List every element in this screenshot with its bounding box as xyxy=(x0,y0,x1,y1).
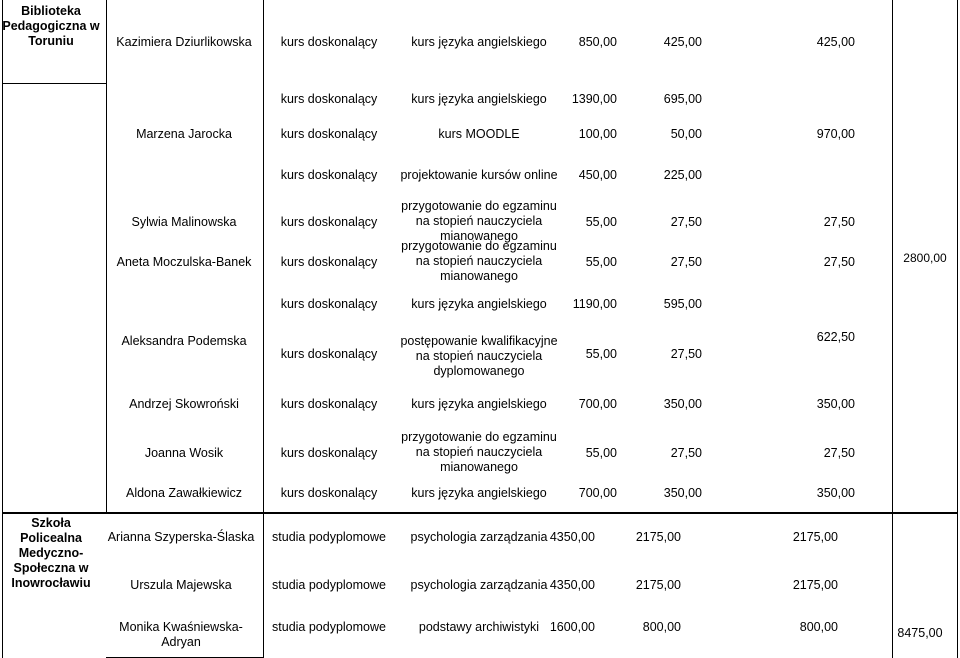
training-form: studia podyplomowe xyxy=(272,530,386,544)
training-form: kurs doskonalący xyxy=(280,92,378,106)
refund-value: 350,00 xyxy=(663,486,702,500)
refund-value: 27,50 xyxy=(670,215,702,229)
person-total: 350,00 xyxy=(816,486,855,500)
cost-value: 55,00 xyxy=(585,446,617,460)
cost-value: 1190,00 xyxy=(572,297,617,311)
person-name: Andrzej Skowroński xyxy=(129,397,239,411)
person-name: Arianna Szyperska-Ślaska xyxy=(107,530,255,544)
institution-torun: Biblioteka Pedagogiczna w Toruniu xyxy=(2,4,100,48)
person-name: Sylwia Malinowska xyxy=(131,215,237,229)
refund-value: 27,50 xyxy=(670,347,702,361)
training-subject xyxy=(401,199,557,244)
training-subject xyxy=(400,334,557,379)
person-total: 2175,00 xyxy=(792,578,838,592)
training-subject-line: mianowanego xyxy=(440,460,518,474)
person-name: Joanna Wosik xyxy=(144,446,224,460)
person-total: 350,00 xyxy=(816,397,855,411)
training-subject xyxy=(401,239,557,284)
refund-value: 695,00 xyxy=(663,92,702,106)
refund-value: 800,00 xyxy=(642,620,681,634)
cost-value: 100,00 xyxy=(578,127,617,141)
training-subject-line: na stopień nauczyciela xyxy=(415,445,543,459)
training-subject-line: na stopień nauczyciela xyxy=(415,214,543,228)
refund-value: 2175,00 xyxy=(635,578,681,592)
training-subject: psychologia zarządzania xyxy=(410,578,548,592)
refund-value: 350,00 xyxy=(663,397,702,411)
person-total: 425,00 xyxy=(816,35,855,49)
training-form: kurs doskonalący xyxy=(280,168,378,182)
training-subject-line: przygotowanie do egzaminu xyxy=(401,239,557,253)
cost-value: 55,00 xyxy=(585,347,617,361)
training-subject: kurs języka angielskiego xyxy=(411,92,547,106)
cost-value: 850,00 xyxy=(578,35,617,49)
training-form: kurs doskonalący xyxy=(280,446,378,460)
cost-value: 4350,00 xyxy=(549,530,595,544)
person-total: 800,00 xyxy=(799,620,838,634)
person-name: Kazimiera Dziurlikowska xyxy=(116,35,252,49)
training-form: studia podyplomowe xyxy=(272,620,386,634)
person-name: Aneta Moczulska-Banek xyxy=(116,255,252,269)
training-subject-line: przygotowanie do egzaminu xyxy=(401,430,557,444)
training-form: kurs doskonalący xyxy=(280,347,378,361)
training-subject-line: na stopień nauczyciela xyxy=(415,349,543,363)
person-total: 2175,00 xyxy=(792,530,838,544)
grid-vline xyxy=(892,0,893,658)
training-subject: projektowanie kursów online xyxy=(400,168,558,182)
refund-value: 225,00 xyxy=(663,168,702,182)
grid-vline xyxy=(2,0,3,658)
person-total: 27,50 xyxy=(823,446,855,460)
person-name: Aleksandra Podemska xyxy=(121,334,247,348)
person-name: Marzena Jarocka xyxy=(136,127,232,141)
cost-value: 1600,00 xyxy=(549,620,595,634)
training-subject: kurs MOODLE xyxy=(438,127,520,141)
training-subject: podstawy archiwistyki xyxy=(418,620,540,634)
person-name-line: Monika Kwaśniewska- xyxy=(119,620,243,634)
training-form: kurs doskonalący xyxy=(280,215,378,229)
grid-vline xyxy=(263,0,264,658)
cost-value: 700,00 xyxy=(578,486,617,500)
training-subject: kurs języka angielskiego xyxy=(411,486,547,500)
grid-hline xyxy=(2,83,106,84)
training-form: kurs doskonalący xyxy=(280,255,378,269)
refund-value: 425,00 xyxy=(663,35,702,49)
training-form: kurs doskonalący xyxy=(280,397,378,411)
person-name-line: Adryan xyxy=(161,635,201,649)
training-subject-line: na stopień nauczyciela xyxy=(415,254,543,268)
grand-total-torun: 2800,00 xyxy=(903,251,947,265)
person-name: Aldona Zawałkiewicz xyxy=(125,486,243,500)
refund-value: 2175,00 xyxy=(635,530,681,544)
cost-value: 4350,00 xyxy=(549,578,595,592)
cost-value: 450,00 xyxy=(578,168,617,182)
person-total: 970,00 xyxy=(816,127,855,141)
institution-inowroclaw: Szkoła Policealna Medyczno-Społeczna w Inowrocławiu xyxy=(11,516,91,590)
grid-vline xyxy=(106,0,107,512)
training-subject xyxy=(401,430,557,475)
training-subject-line: mianowanego xyxy=(440,229,518,243)
person-total: 27,50 xyxy=(823,255,855,269)
cost-value: 700,00 xyxy=(578,397,617,411)
training-form: kurs doskonalący xyxy=(280,127,378,141)
training-form: kurs doskonalący xyxy=(280,486,378,500)
training-subject-line: postępowanie kwalifikacyjne xyxy=(400,334,558,348)
person-total: 622,50 xyxy=(816,330,855,344)
training-subject: psychologia zarządzania xyxy=(410,530,548,544)
person-total: 27,50 xyxy=(823,215,855,229)
cost-value: 55,00 xyxy=(585,215,617,229)
training-subject-line: mianowanego xyxy=(440,269,518,283)
training-form: kurs doskonalący xyxy=(280,297,378,311)
training-subject-line: dyplomowanego xyxy=(433,364,525,378)
training-form: kurs doskonalący xyxy=(280,35,378,49)
training-subject-line: przygotowanie do egzaminu xyxy=(401,199,557,213)
refund-value: 50,00 xyxy=(670,127,702,141)
training-subject: kurs języka angielskiego xyxy=(411,297,547,311)
refund-value: 27,50 xyxy=(670,446,702,460)
training-subject: kurs języka angielskiego xyxy=(411,397,547,411)
grid-hline xyxy=(2,513,957,514)
refund-value: 27,50 xyxy=(670,255,702,269)
training-subject: kurs języka angielskiego xyxy=(411,35,547,49)
cost-value: 1390,00 xyxy=(571,92,617,106)
person-name: Urszula Majewska xyxy=(130,578,232,592)
training-form: studia podyplomowe xyxy=(272,578,386,592)
person-name xyxy=(119,620,243,650)
cost-value: 55,00 xyxy=(585,255,617,269)
refund-value: 595,00 xyxy=(663,297,702,311)
grid-vline xyxy=(957,0,958,658)
grand-total-inowroclaw: 8475,00 xyxy=(897,626,943,640)
